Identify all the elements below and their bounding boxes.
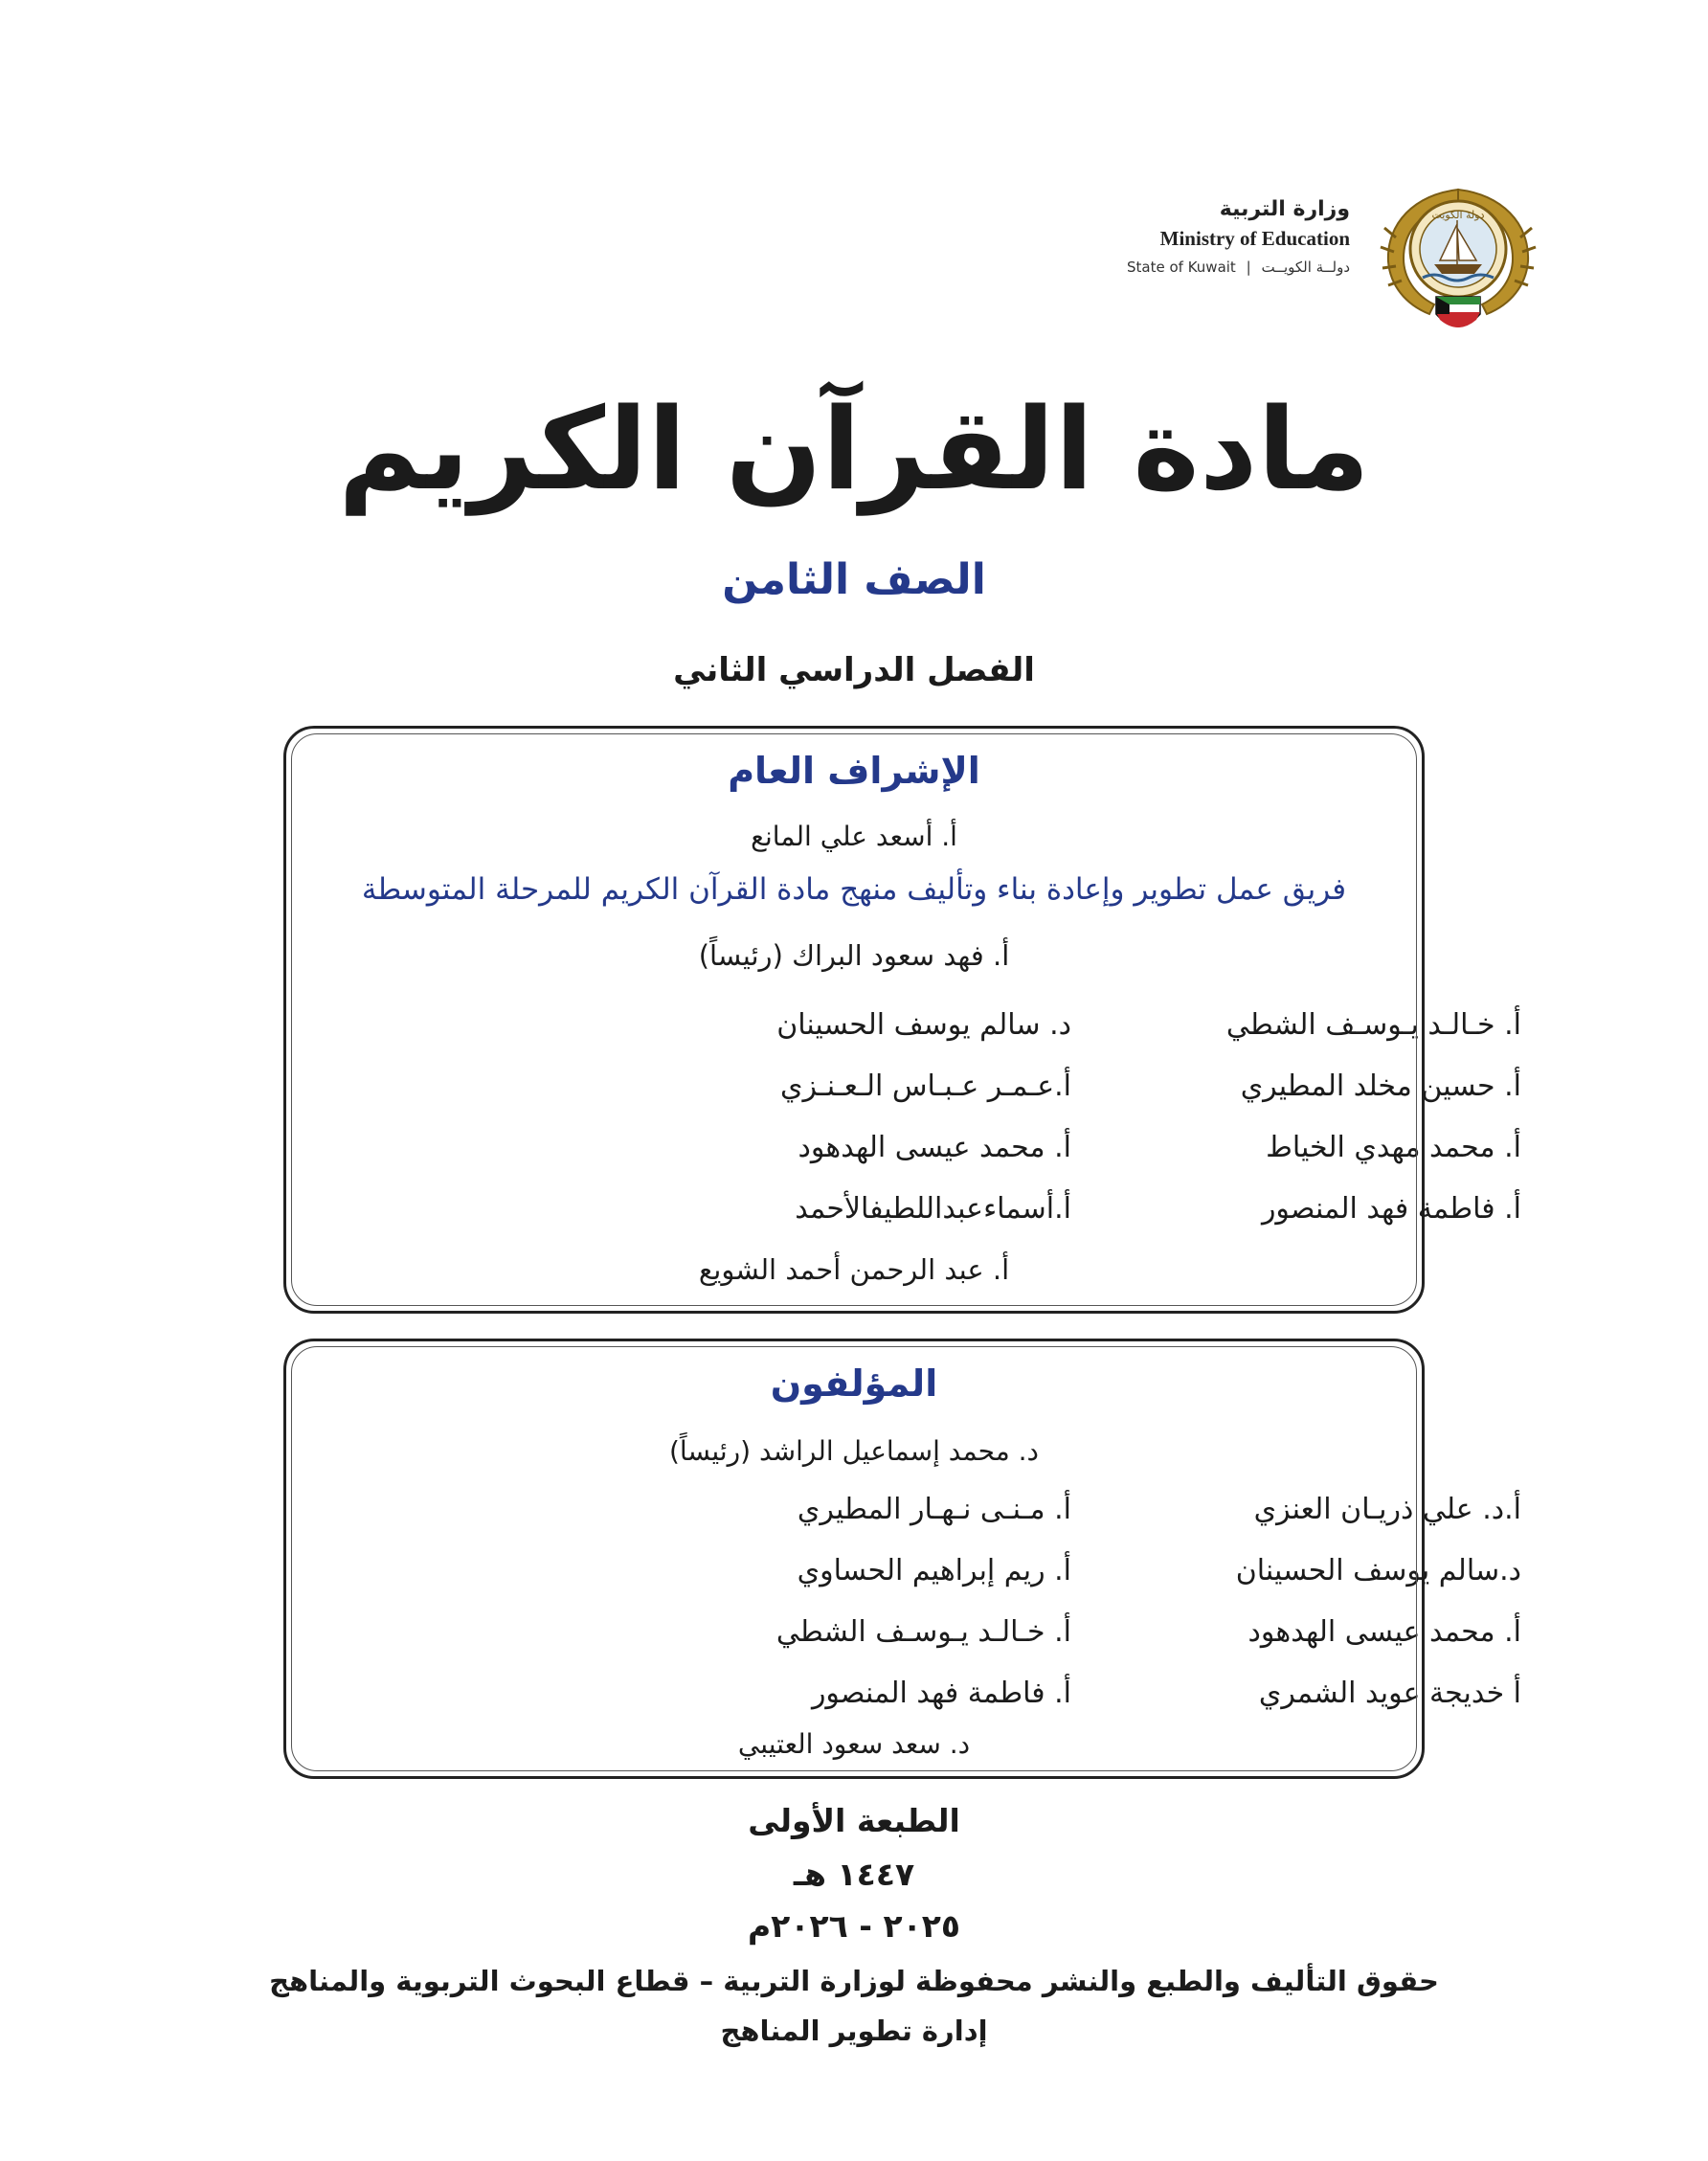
author-member: د.سالم يوسف الحسينان — [1235, 1554, 1521, 1587]
authors-box — [283, 1339, 1521, 1779]
team-member: أ.أسماءعبداللطيفالأحمد — [795, 1192, 1071, 1226]
author-member: أ خديجة عويد الشمري — [1258, 1677, 1521, 1710]
team-member: أ. محمد عيسى الهدهود — [798, 1131, 1071, 1164]
author-member: أ. مـنـى نـهـار المطيري — [797, 1493, 1071, 1526]
team-head: أ. فهد سعود البراك (رئيساً) — [698, 939, 1010, 972]
team-member: أ.عـمـر عـبـاس الـعـنـزي — [779, 1069, 1071, 1103]
supervision-heading: الإشراف العام — [728, 750, 980, 792]
team-title: فريق عمل تطوير وإعادة بناء وتأليف منهج مادة القرآن الكريم للمرحلة المتوسطة — [361, 872, 1347, 907]
author-member-last: د. سعد سعود العتيبي — [737, 1728, 971, 1760]
copyright-notice: حقوق التأليف والطبع والنشر محفوظة لوزارة التربية – قطاع البحوث التربوية والمناهج — [269, 1965, 1439, 1997]
author-member: أ. محمد عيسى الهدهود — [1247, 1615, 1521, 1649]
grade-title: الصف الثامن — [722, 555, 986, 604]
team-member: أ. فاطمة فهد المنصور — [1261, 1192, 1521, 1226]
team-member: أ. حسين مخلد المطيري — [1240, 1069, 1521, 1103]
ministry-block — [1063, 197, 1350, 276]
gregorian-years: ٢٠٢٥ - ٢٠٢٦م — [747, 1907, 961, 1945]
general-supervisor: أ. أسعد علي المانع — [751, 821, 957, 852]
semester-title: الفصل الدراسي الثاني — [673, 651, 1035, 689]
hijri-year: ١٤٤٧ هـ — [793, 1856, 915, 1893]
state-name-en: State of Kuwait — [1127, 259, 1236, 276]
ministry-name-en: Ministry of Education — [1159, 227, 1350, 250]
edition: الطبعة الأولى — [748, 1802, 960, 1839]
book-title: مادة القرآن الكريم — [338, 383, 1370, 515]
authors-heading: المؤلفون — [770, 1362, 938, 1405]
team-member-last: أ. عبد الرحمن أحمد الشويع — [698, 1253, 1010, 1286]
authors-head: د. محمد إسماعيل الراشد (رئيساً) — [668, 1435, 1040, 1467]
team-member: أ. خـالـد يـوسـف الشطي — [1225, 1008, 1521, 1042]
kuwait-emblem — [1377, 170, 1539, 343]
author-member: أ. ريم إبراهيم الحساوي — [797, 1554, 1071, 1587]
author-member: أ.د. علي ذريـان العنزي — [1253, 1493, 1521, 1526]
emblem-text: دولة الكويت — [1431, 209, 1485, 221]
department-name: إدارة تطوير المناهج — [720, 2015, 988, 2047]
author-member: أ. خـالـد يـوسـف الشطي — [775, 1615, 1071, 1649]
author-member: أ. فاطمة فهد المنصور — [811, 1677, 1071, 1710]
team-member: د. سالم يوسف الحسينان — [776, 1008, 1071, 1042]
state-separator: | — [1246, 259, 1251, 276]
state-name-ar: دولــة الكويــت — [1261, 259, 1350, 276]
ministry-name-ar: وزارة التربية — [1219, 197, 1350, 221]
team-member: أ. محمد مهدي الخياط — [1266, 1131, 1521, 1164]
supervision-box — [283, 726, 1521, 1314]
state-line — [1063, 259, 1350, 276]
